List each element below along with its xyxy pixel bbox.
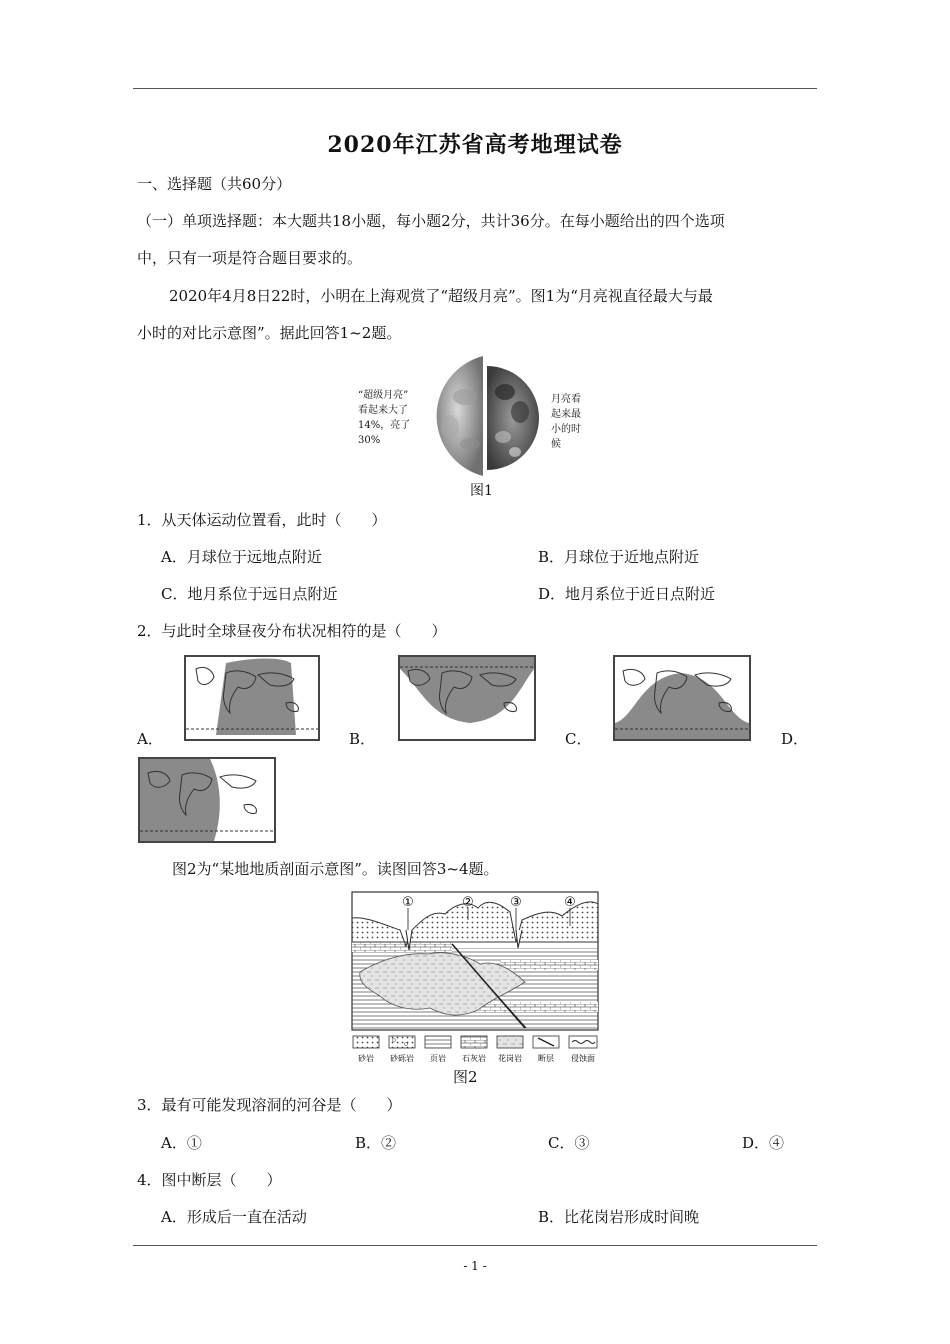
question-4-stem: 4．图中断层（ ） — [137, 1171, 282, 1189]
option-d-day-night-map[interactable] — [138, 757, 276, 843]
question-2-option-c[interactable]: C． — [565, 730, 592, 748]
option-a-day-night-map[interactable] — [184, 655, 320, 741]
legend-sandstone: 砂岩 — [358, 1054, 374, 1063]
question-1-option-b[interactable]: B．月球位于近地点附近 — [538, 548, 700, 566]
legend-shale: 页岩 — [430, 1054, 446, 1063]
question-4-option-b[interactable]: B．比花岗岩形成时间晚 — [538, 1208, 700, 1226]
footer-rule — [133, 1245, 817, 1246]
question-3-option-a[interactable]: A．① — [161, 1134, 202, 1152]
valley-marker-1: ① — [402, 895, 414, 910]
legend-limestone: 石灰岩 — [462, 1054, 486, 1063]
question-3-option-d[interactable]: D．④ — [742, 1134, 785, 1152]
question-1-stem: 1．从天体运动位置看，此时（ ） — [137, 511, 387, 529]
question-3-stem: 3．最有可能发现溶洞的河谷是（ ） — [137, 1096, 402, 1114]
question-2-option-d[interactable]: D． — [781, 730, 809, 748]
geologic-section-diagram — [350, 890, 600, 1070]
option-c-day-night-map[interactable] — [613, 655, 751, 741]
legend-conglomerate: 砂砾岩 — [390, 1054, 414, 1063]
question-2-option-b[interactable]: B． — [349, 730, 376, 748]
page-number: - 1 - — [463, 1259, 487, 1273]
question-3-option-b[interactable]: B．② — [355, 1134, 397, 1152]
figure-2-caption: 图2 — [453, 1068, 478, 1086]
option-b-day-night-map[interactable] — [398, 655, 536, 741]
figure-1-caption: 图1 — [470, 483, 493, 499]
super-moon-label: “超级月亮” 看起来大了 14%，亮了 30% — [358, 390, 411, 446]
intro-2: 图2为“某地地质剖面示意图”。读图回答3~4题。 — [172, 860, 499, 878]
valley-marker-4: ④ — [564, 895, 576, 910]
instructions-line-1: （一）单项选择题：本大题共18小题，每小题2分，共计36分。在每小题给出的四个选项 — [137, 212, 725, 230]
question-2-option-a[interactable]: A． — [137, 730, 163, 748]
instructions-line-2: 中，只有一项是符合题目要求的。 — [137, 249, 363, 267]
legend-erosion-surface: 侵蚀面 — [571, 1054, 595, 1063]
legend-fault: 断层 — [538, 1054, 554, 1063]
intro-1-line-1: 2020年4月8日22时，小明在上海观赏了“超级月亮”。图1为“月亮视直径最大与最 — [169, 287, 713, 305]
question-1-option-a[interactable]: A．月球位于远地点附近 — [161, 548, 322, 566]
page-title: 2020年江苏省高考地理试卷 — [327, 132, 623, 158]
section-heading: 一、选择题（共60分） — [137, 175, 292, 193]
question-1-option-c[interactable]: C．地月系位于远日点附近 — [161, 585, 338, 603]
super-moon-half — [437, 356, 483, 476]
figure-1-moon — [355, 352, 595, 482]
question-2-stem: 2．与此时全球昼夜分布状况相符的是（ ） — [137, 622, 447, 640]
valley-marker-2: ② — [462, 895, 474, 910]
legend-granite: 花岗岩 — [498, 1054, 522, 1063]
intro-1-line-2: 小时的对比示意图”。据此回答1~2题。 — [137, 324, 402, 342]
question-3-option-c[interactable]: C．③ — [548, 1134, 590, 1152]
valley-marker-3: ③ — [510, 895, 522, 910]
question-4-option-a[interactable]: A．形成后一直在活动 — [161, 1208, 307, 1226]
header-rule — [133, 88, 817, 89]
small-moon-label: 月亮看 起来最 小的时 候 — [551, 394, 581, 450]
figure-2-geologic-section — [350, 890, 600, 1070]
question-1-option-d[interactable]: D．地月系位于近日点附近 — [538, 585, 716, 603]
